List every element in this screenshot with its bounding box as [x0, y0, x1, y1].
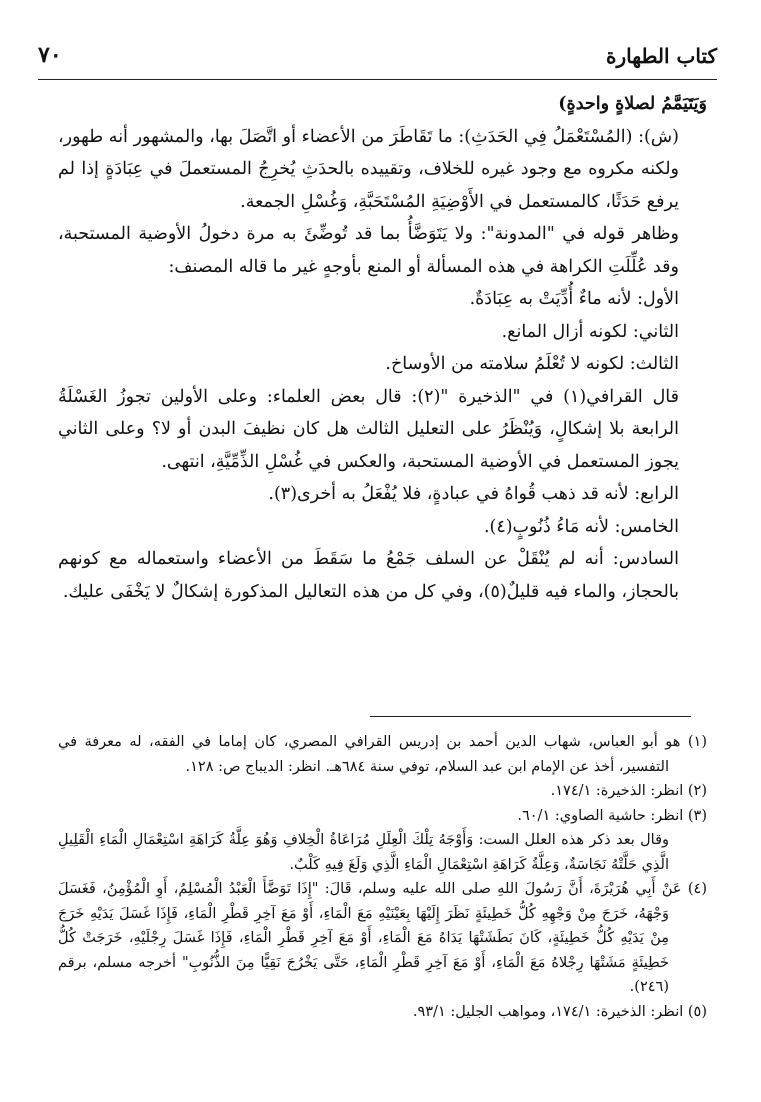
footnote-4: (٤) عَنْ أَبِي هُرَيْرَةَ، أَنَّ رَسُولَ اللهِ صلى الله عليه وسلم، قَالَ: "إِذَا تَوَضَّأَ الْعَبْدُ الْمُسْلِمُ، أَوِ الْمُؤْمِنُ، فَغَسَلَ وَجْهَهُ، خَرَجَ مِنْ وَجْهِهِ كُلُّ خَطِيئَةٍ نَظَرَ إِلَيْهَا بِعَيْنَيْهِ مَعَ الْمَاءِ، أَوْ مَعَ آخِرِ قَطْرِ الْمَاءِ، فَإِذَا غَسَلَ يَدَيْهِ خَرَجَ مِنْ يَدَيْهِ كُلُّ خَطِيئَةٍ، كَانَ بَطَشَتْهَا يَدَاهُ مَعَ الْمَاءِ، أَوْ مَعَ آخِرِ قَطْرِ الْمَاءِ، فَإِذَا غَسَلَ رِجْلَيْهِ، خَرَجَتْ كُلُّ خَطِيئَةٍ مَشَتْهَا رِجْلاهُ مَعَ الْمَاءِ، أَوْ مَعَ آخِرِ قَطْرِ الْمَاءِ، حَتَّى يَخْرُجَ نَقِيًّا مِنَ الذُّنُوبِ" أخرجه مسلم، برقم (٢٤٦).	[58, 881, 707, 995]
header-rule	[38, 79, 717, 80]
footnotes	[58, 730, 707, 1024]
reason-second: الثاني: لكونه أزال المانع.	[501, 321, 679, 342]
matn-heading: وَيَتَيَمَّمُ لصلاةٍ واحدةٍ)	[558, 94, 707, 114]
reason-fifth: الخامس: لأنه مَاءُ ذُنُوبٍ(٤).	[483, 516, 679, 537]
running-header	[38, 40, 717, 78]
main-text	[58, 88, 707, 608]
footnote-3: (٣) انظر: حاشية الصاوي: ٦٠/١.	[517, 807, 707, 824]
chapter-title: كتاب الطهارة	[606, 44, 717, 68]
reason-third: الثالث: لكونه لا تُعْلَمُ سلامته من الأوساخ.	[385, 354, 679, 374]
footnote-5: (٥) انظر: الذخيرة: ١٧٤/١، ومواهب الجليل: ٩٣/١.	[412, 1003, 707, 1020]
reason-sixth: السادس: أنه لم يُنْقَلْ عن السلف جَمْعُ ما سَقَطَ من الأعضاء واستعماله مع كونهم بالحجاز، والماء فيه قليلٌ(٥)، وفي كل من هذه التعاليل المذكورة إشكالٌ لا يَخْفَى عليك.	[58, 549, 679, 602]
paragraph-qarafi: قال القرافي(١) في "الذخيرة "(٢): قال بعض العلماء: وعلى الأولين تجوزُ الغَسْلَةُ الرابعة بلا إشكالٍ، وَيُنْظَرُ على التعليل الثالث هل كان نظيفَ البدن أو لا؟ وعلى الثاني يجوز المستعمل في الأوضية المستحبة، والعكس في غُسْلِ الذِّمِّيَّةِ، انتهى.	[58, 386, 679, 472]
footnote-separator	[370, 716, 691, 717]
footnote-1: (١) هو أبو العباس، شهاب الدين أحمد بن إدريس القرافي المصري، كان إماما في الفقه، له معرفة في التفسير، أخذ عن الإمام ابن عبد السلام، توفي سنة ٦٨٤هـ. انظر: الديباج ص: ١٢٨.	[58, 734, 707, 775]
page-number: ٧٠	[38, 42, 62, 68]
paragraph-sharh: (ش): (المُسْتَعْمَلُ فِي الحَدَثِ): ما تَقَاطَرَ من الأعضاء أو اتَّصَلَ بها، والمشهور أنه طهور، ولكنه مكروه مع وجود غيره للخلاف، وتقييده بالحدَثِ يُخرِجُ المستعملَ في عِبَادَةٍ إذا لم يرفع حَدَثًا، كالمستعمل في الأَوْضِيَةِ المُسْتَحَبَّةِ، وَغُسْلِ الجمعة.	[58, 126, 679, 212]
paragraph-mudawwana: وظاهر قوله في "المدونة": ولا يَتَوَضَّأُ بما قد تُوضِّئَ به مرة دخولُ الأوضية المستحبة، وقد عُلِّلَتِ الكراهة في هذه المسألة أو المنع بأوجهٍ غير ما قاله المصنف:	[58, 224, 679, 277]
footnote-2: (٢) انظر: الذخيرة: ١٧٤/١.	[550, 783, 707, 799]
reason-first: الأول: لأنه ماءٌ أُدِّيَتْ به عِبَادَةٌ.	[469, 289, 679, 309]
reason-fourth: الرابع: لأنه قد ذهب قُواهُ في عبادةٍ، فلا يُفْعَلُ به أخرى(٣).	[268, 484, 679, 504]
footnote-3-continuation: وقال بعد ذكر هذه العلل الست: وَأَوْجَهُ تِلْكَ الْعِلَلِ مُرَاعَاةُ الْخِلافِ وَهُوَ عِلَّةُ كَرَاهَةِ اسْتِعْمَالِ الْمَاءِ الْقَلِيلِ الَّذِي حَلَّتْهُ نَجَاسَةٌ، وَعِلَّةُ كَرَاهَةِ اسْتِعْمَالِ الْمَاءِ الَّذِي وَلَغَ فِيهِ كَلْبٌ.	[58, 832, 669, 873]
